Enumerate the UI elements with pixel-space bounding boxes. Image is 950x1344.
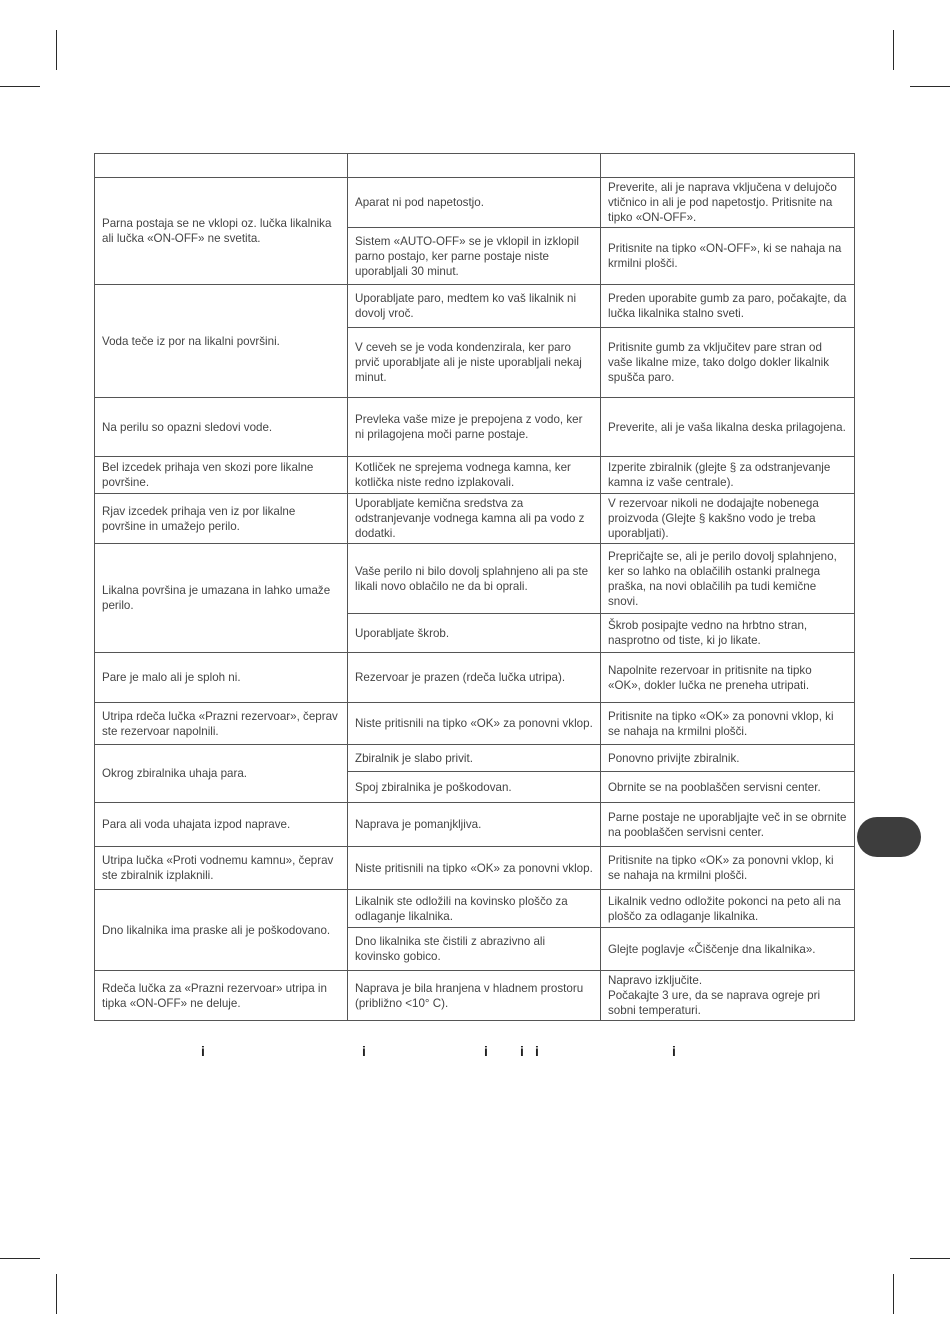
table-row (95, 971, 855, 1021)
problem-cell: Okrog zbiralnika uhaja para. (95, 745, 348, 803)
solution-cell: Pritisnite na tipko «OK» za ponovni vklop, ki se nahaja na krmilni plošči. (601, 703, 855, 745)
cause-cell: Uporabljate škrob. (348, 614, 601, 653)
troubleshooting-table (94, 153, 855, 1021)
crop-mark (56, 30, 57, 70)
problem-cell: Bel izcedek prihaja ven skozi pore likalne površine. (95, 457, 348, 494)
table-row (95, 653, 855, 703)
header-solution (601, 154, 855, 178)
table-row (95, 457, 855, 494)
crop-mark (0, 86, 40, 87)
solution-cell: Preden uporabite gumb za paro, počakajte, da lučka likalnika stalno sveti. (601, 285, 855, 328)
problem-cell: Dno likalnika ima praske ali je poškodovano. (95, 890, 348, 971)
crop-mark (893, 1274, 894, 1314)
table-row (95, 285, 855, 328)
table-row (95, 745, 855, 772)
table-header-row (95, 154, 855, 178)
solution-cell: Napolnite rezervoar in pritisnite na tipko «OK», dokler lučka ne preneha utripati. (601, 653, 855, 703)
cause-cell: Naprava je bila hranjena v hladnem prostoru (približno <10° C). (348, 971, 601, 1021)
problem-cell: Likalna površina je umazana in lahko umaže perilo. (95, 544, 348, 653)
solution-cell: Likalnik vedno odložite pokonci na peto ali na ploščo za odlaganje likalnika. (601, 890, 855, 928)
footer-fragment: i (362, 1043, 366, 1059)
footer-fragment: i (672, 1043, 676, 1059)
problem-cell: Utripa lučka «Proti vodnemu kamnu», čeprav ste zbiralnik izplaknili. (95, 847, 348, 890)
crop-mark (893, 30, 894, 70)
solution-cell: Škrob posipajte vedno na hrbtno stran, nasprotno od tiste, ki jo likate. (601, 614, 855, 653)
section-tab-marker (857, 817, 921, 857)
solution-cell: Preverite, ali je naprava vključena v delujočo vtičnico in ali je pod napetostjo. Pritisnite na tipko «ON-OFF». (601, 178, 855, 228)
solution-cell: Izperite zbiralnik (glejte § za odstranjevanje kamna iz vaše centrale). (601, 457, 855, 494)
problem-cell: Utripa rdeča lučka «Prazni rezervoar», čeprav ste rezervoar napolnili. (95, 703, 348, 745)
footer-fragment: i (535, 1043, 539, 1059)
table-row (95, 890, 855, 928)
cause-cell: Uporabljate paro, medtem ko vaš likalnik ni dovolj vroč. (348, 285, 601, 328)
footer-fragment: i (484, 1043, 488, 1059)
crop-mark (56, 1274, 57, 1314)
solution-cell: Pritisnite na tipko «ON-OFF», ki se nahaja na krmilni plošči. (601, 228, 855, 285)
crop-mark (910, 1258, 950, 1259)
footer-fragment: i (520, 1043, 524, 1059)
problem-cell: Para ali voda uhajata izpod naprave. (95, 803, 348, 847)
solution-cell: Obrnite se na pooblaščen servisni center. (601, 772, 855, 803)
table-row (95, 803, 855, 847)
table-row (95, 544, 855, 614)
cause-cell: Kotliček ne sprejema vodnega kamna, ker kotlička niste redno izplakovali. (348, 457, 601, 494)
problem-cell: Voda teče iz por na likalni površini. (95, 285, 348, 398)
crop-mark (910, 86, 950, 87)
problem-cell: Pare je malo ali je sploh ni. (95, 653, 348, 703)
problem-cell: Na perilu so opazni sledovi vode. (95, 398, 348, 457)
solution-cell: V rezervoar nikoli ne dodajajte nobenega proizvoda (Glejte § kakšno vodo je treba uporabljati). (601, 494, 855, 544)
cause-cell: Naprava je pomanjkljiva. (348, 803, 601, 847)
problem-cell: Rjav izcedek prihaja ven iz por likalne površine in umažejo perilo. (95, 494, 348, 544)
problem-cell: Parna postaja se ne vklopi oz. lučka likalnika ali lučka «ON-OFF» ne svetita. (95, 178, 348, 285)
cause-cell: Sistem «AUTO-OFF» se je vklopil in izklopil parno postajo, ker parne postaje niste uporabljali 30 minut. (348, 228, 601, 285)
solution-cell: Glejte poglavje «Čiščenje dna likalnika». (601, 928, 855, 971)
solution-cell: Napravo izključite. Počakajte 3 ure, da se naprava ogreje pri sobni temperaturi. (601, 971, 855, 1021)
cause-cell: Rezervoar je prazen (rdeča lučka utripa). (348, 653, 601, 703)
cause-cell: Aparat ni pod napetostjo. (348, 178, 601, 228)
cause-cell: Vaše perilo ni bilo dovolj splahnjeno ali pa ste likali novo oblačilo ne da bi oprali. (348, 544, 601, 614)
solution-cell: Parne postaje ne uporabljajte več in se obrnite na pooblaščen servisni center. (601, 803, 855, 847)
header-problem (95, 154, 348, 178)
cause-cell: Niste pritisnili na tipko «OK» za ponovni vklop. (348, 703, 601, 745)
table-body (95, 154, 855, 1021)
cause-cell: Zbiralnik je slabo privit. (348, 745, 601, 772)
cause-cell: Uporabljate kemična sredstva za odstranjevanje vodnega kamna ali pa vodo z dodatki. (348, 494, 601, 544)
cause-cell: Spoj zbiralnika je poškodovan. (348, 772, 601, 803)
cause-cell: V ceveh se je voda kondenzirala, ker paro prvič uporabljate ali je niste uporabljali nekaj minut. (348, 328, 601, 398)
problem-cell: Rdeča lučka za «Prazni rezervoar» utripa in tipka «ON-OFF» ne deluje. (95, 971, 348, 1021)
solution-cell: Pritisnite na tipko «OK» za ponovni vklop, ki se nahaja na krmilni plošči. (601, 847, 855, 890)
crop-mark (0, 1258, 40, 1259)
cause-cell: Likalnik ste odložili na kovinsko ploščo za odlaganje likalnika. (348, 890, 601, 928)
table-row (95, 178, 855, 228)
solution-cell: Ponovno privijte zbiralnik. (601, 745, 855, 772)
cause-cell: Dno likalnika ste čistili z abrazivno ali kovinsko gobico. (348, 928, 601, 971)
solution-cell: Pritisnite gumb za vključitev pare stran od vaše likalne mize, tako dolgo dokler likalnik spušča paro. (601, 328, 855, 398)
footer-fragment: i (201, 1043, 205, 1059)
table-row (95, 703, 855, 745)
table-row (95, 847, 855, 890)
table-row (95, 398, 855, 457)
header-cause (348, 154, 601, 178)
cause-cell: Prevleka vaše mize je prepojena z vodo, ker ni prilagojena moči parne postaje. (348, 398, 601, 457)
table-row (95, 494, 855, 544)
cause-cell: Niste pritisnili na tipko «OK» za ponovni vklop. (348, 847, 601, 890)
solution-cell: Preverite, ali je vaša likalna deska prilagojena. (601, 398, 855, 457)
solution-cell: Prepričajte se, ali je perilo dovolj splahnjeno, ker so lahko na oblačilih ostanki pralnega praška, na novi oblačilih pa tudi kemične snovi. (601, 544, 855, 614)
